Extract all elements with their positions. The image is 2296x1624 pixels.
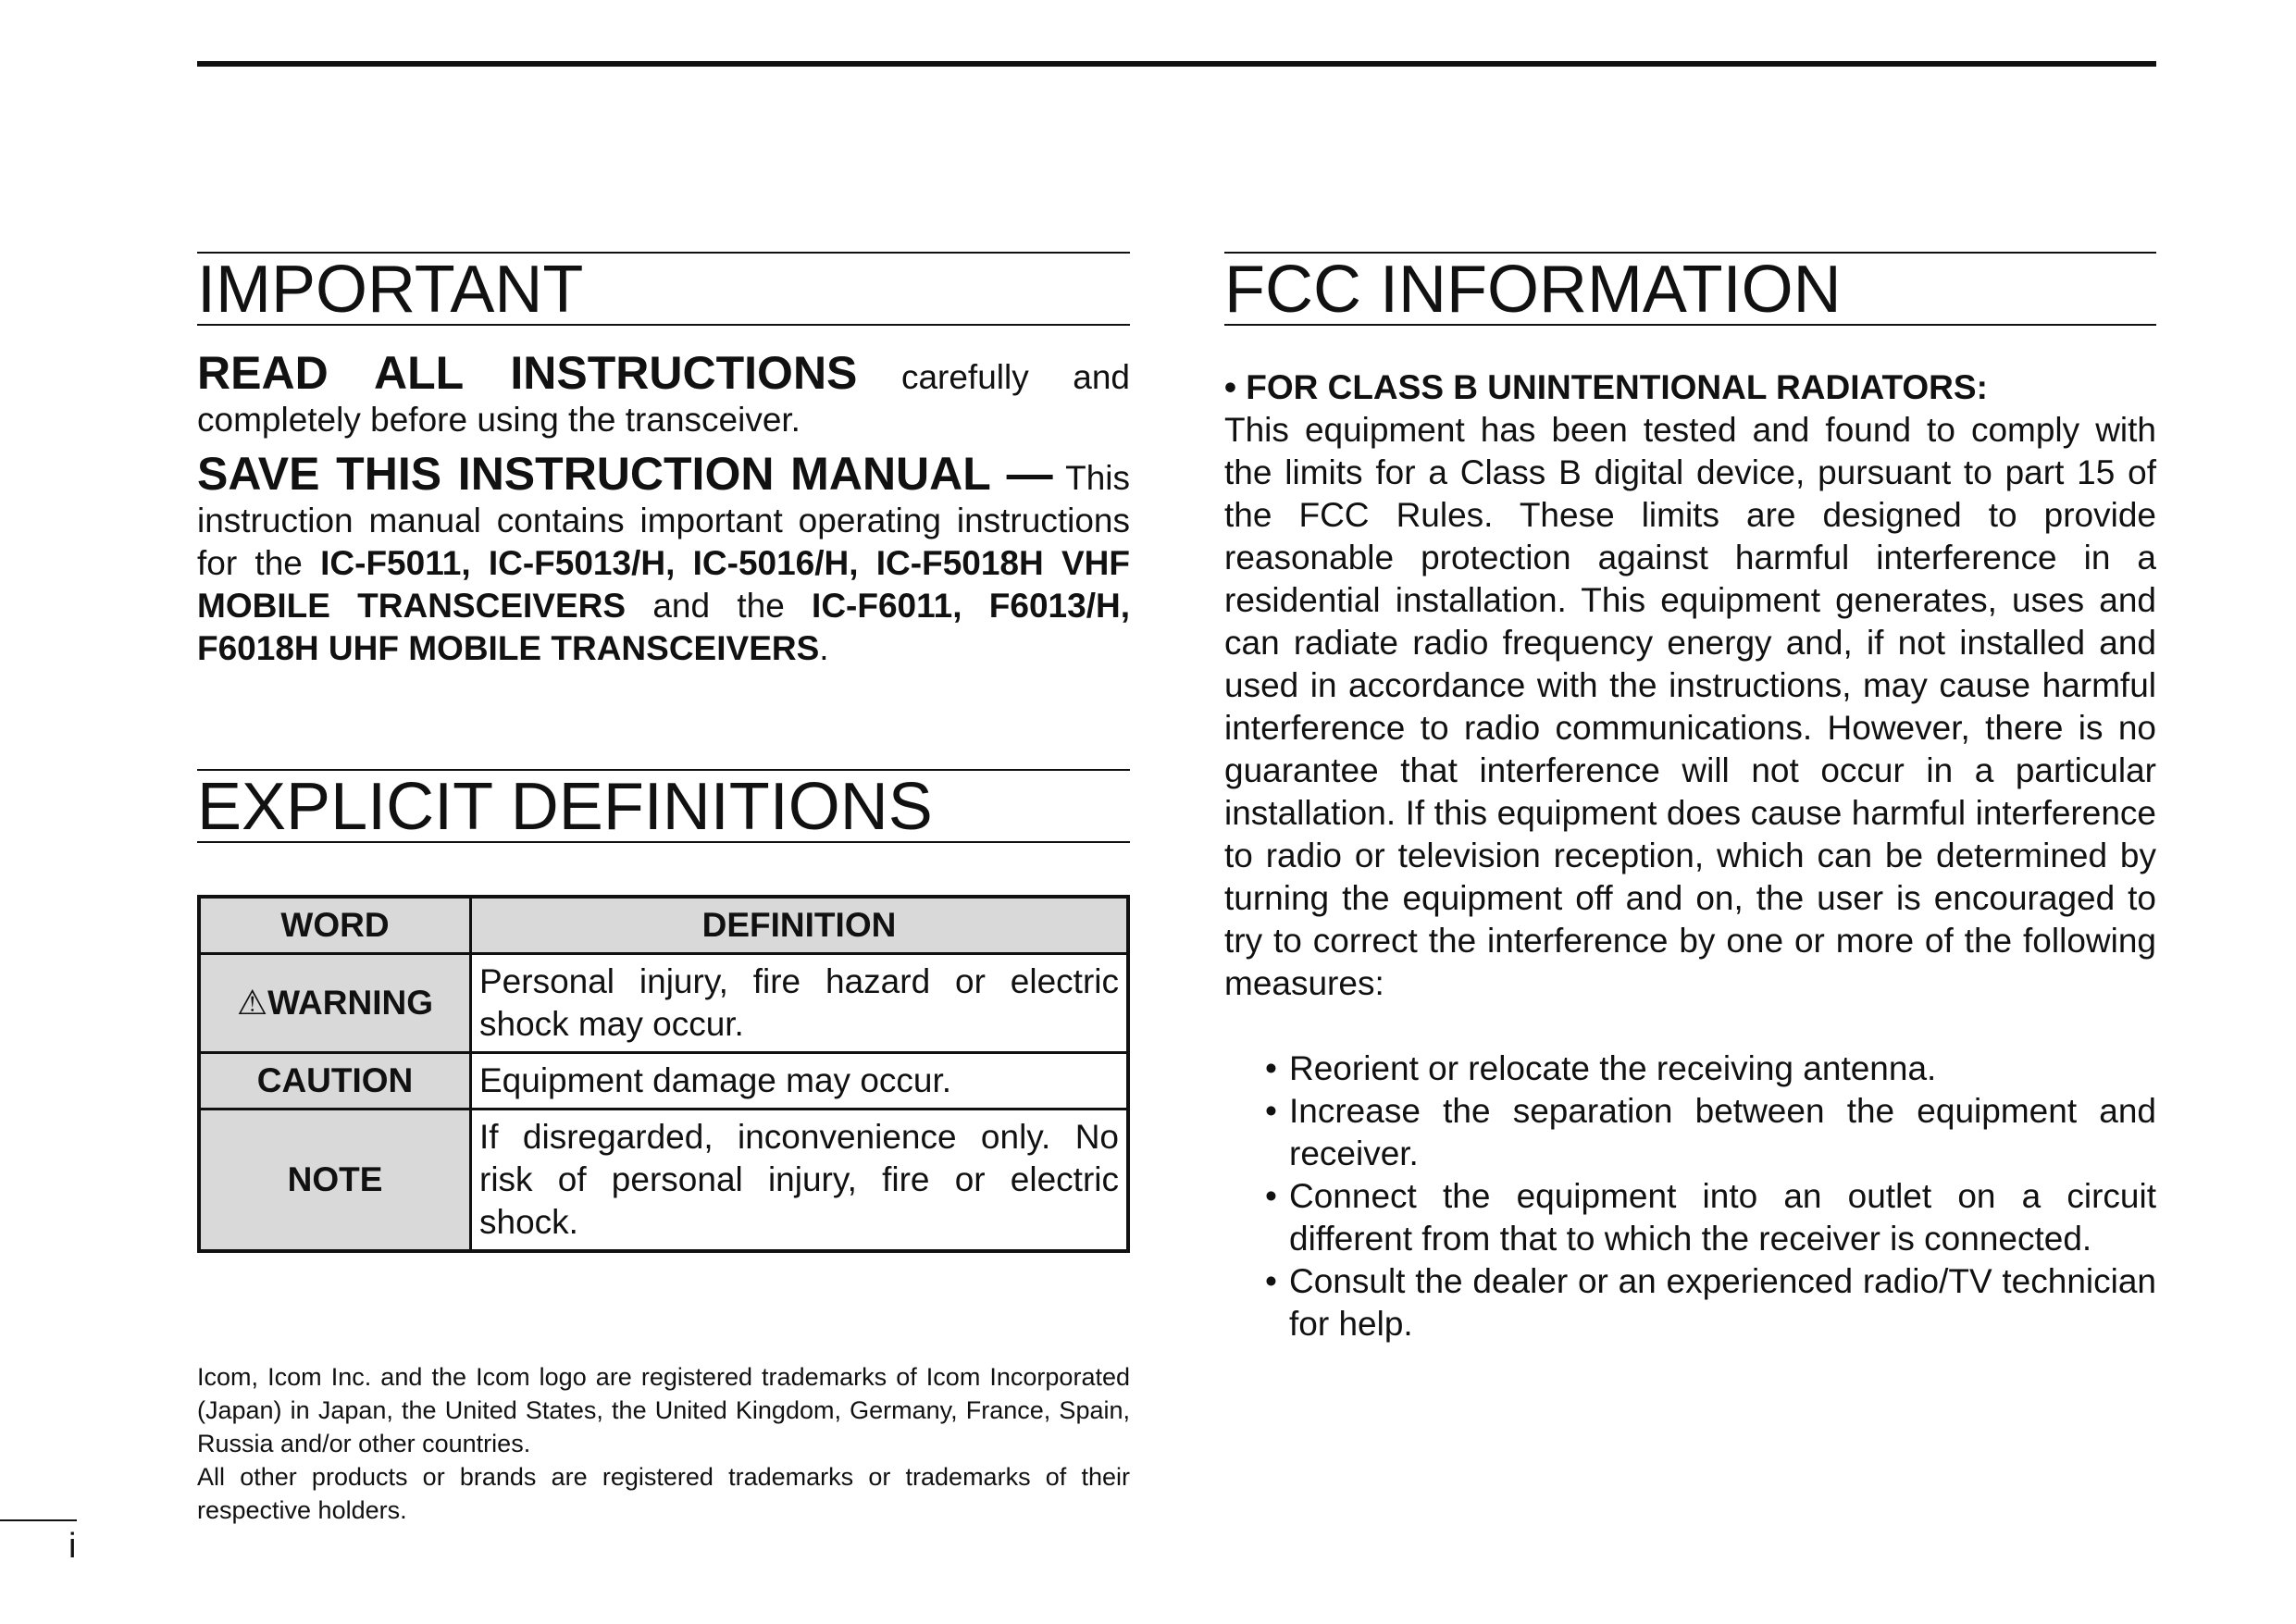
definition-note: If disregarded, inconvenience only. No risk of personal injury, fire or electric shock. [471, 1110, 1129, 1252]
save-manual-lead: SAVE THIS INSTRUCTION MANUAL — [197, 448, 1053, 500]
word-warning-label: WARNING [267, 984, 433, 1022]
column-header-definition: DEFINITION [471, 897, 1129, 954]
measure-text: Reorient or relocate the receiving antenna. [1289, 1049, 1937, 1087]
trademark-notice [197, 1360, 1130, 1527]
list-item [1224, 1090, 2156, 1175]
word-caution: CAUTION [199, 1053, 471, 1110]
read-instructions-lead: READ ALL INSTRUCTIONS [197, 347, 858, 399]
table-row-warning [199, 954, 1128, 1053]
measure-text: Increase the separation between the equipment and receiver. [1289, 1092, 2156, 1172]
fcc-heading: FCC INFORMATION [1224, 252, 2156, 326]
uhf-models: IC-F6011, F6013/H, F6018H UHF MOBILE TRANSCEIVERS [197, 587, 1130, 667]
page-number: i [68, 1527, 77, 1566]
bullet-icon: • [1265, 1177, 1277, 1215]
definitions-heading: EXPLICIT DEFINITIONS [197, 769, 1130, 843]
bullet-icon: • [1265, 1092, 1277, 1130]
table-row-note [199, 1110, 1128, 1252]
top-rule [197, 61, 2156, 67]
save-manual-text-3: . [819, 629, 829, 667]
list-item [1224, 1048, 2156, 1090]
left-column [197, 252, 1130, 1253]
definitions-table [197, 895, 1130, 1253]
vhf-models: IC-F5011, IC-F5013/H, IC-5016/H, IC-F5018H VHF MOBILE TRANSCEIVERS [197, 544, 1130, 625]
fcc-measures-list [1224, 1048, 2156, 1345]
fcc-body-paragraph: This equipment has been tested and found to comply with the limits for a Class B digital device, pursuant to part 15 of the FCC Rules. These limits are designed to provide reasonable protection against harmful interference in a residential installation. This equipment generates, uses and can radiate radio frequency energy and, if not installed and used in accordance with the instructions, may cause harmful interference to radio communications. However, there is no guarantee that interference will not occur in a particular installation. If this equipment does cause harmful interference to radio or television reception, which can be determined by turning the equipment off and on, the user is encouraged to try to correct the interference by one or more of the following measures: [1224, 411, 2156, 1002]
word-note: NOTE [199, 1110, 471, 1252]
list-item [1224, 1260, 2156, 1345]
column-header-word: WORD [199, 897, 471, 954]
warning-triangle-icon: ⚠ [237, 984, 268, 1022]
save-manual-paragraph [197, 448, 1130, 670]
right-column [1224, 252, 2156, 1345]
important-heading: IMPORTANT [197, 252, 1130, 326]
measure-text: Consult the dealer or an experienced radio/TV technician for help. [1289, 1262, 2156, 1343]
page-number-rule [0, 1519, 77, 1521]
read-instructions-paragraph [197, 347, 1130, 441]
trademark-line-1: Icom, Icom Inc. and the Icom logo are registered trademarks of Icom Incorporated (Japan) in Japan, the United States, the United Kingdom, Germany, France, Spain, Russia and/or other countries. [197, 1363, 1130, 1457]
word-warning [199, 954, 471, 1053]
save-manual-text-2: and the [626, 587, 813, 625]
table-row-caution [199, 1053, 1128, 1110]
fcc-subheading: • FOR CLASS B UNINTENTIONAL RADIATORS: [1224, 368, 1988, 406]
measure-text: Connect the equipment into an outlet on a circuit different from that to which the receiver is connected. [1289, 1177, 2156, 1258]
trademark-line-2: All other products or brands are registered trademarks or trademarks of their respective holders. [197, 1463, 1130, 1524]
bullet-icon: • [1265, 1262, 1277, 1300]
definition-caution: Equipment damage may occur. [471, 1053, 1129, 1110]
read-instructions-text: carefully and completely before using the transceiver. [197, 358, 1130, 439]
save-manual-text-1: This instruction manual contains important operating instructions for the [197, 459, 1130, 582]
bullet-icon: • [1265, 1049, 1277, 1087]
list-item [1224, 1175, 2156, 1260]
table-header-row [199, 897, 1128, 954]
definition-warning: Personal injury, fire hazard or electric shock may occur. [471, 954, 1129, 1053]
